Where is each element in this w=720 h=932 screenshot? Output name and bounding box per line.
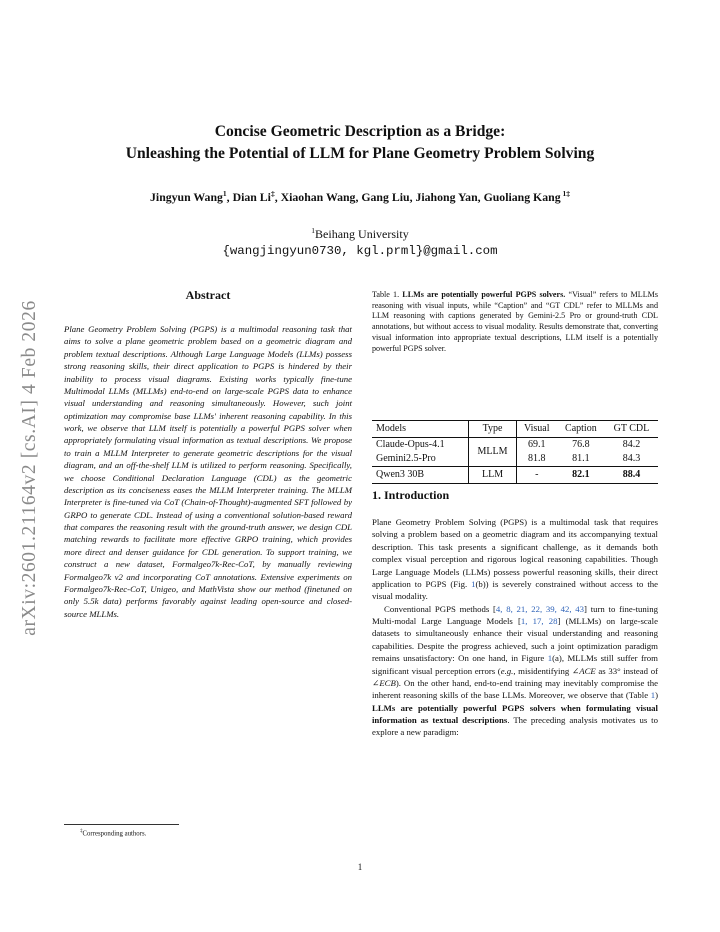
- author-list: [60, 189, 660, 205]
- affiliation-name: $^1$Beihang University: [311, 226, 409, 241]
- title-line-2: Unleashing the Potential of LLM for Plane Geometry Problem Solving: [125, 145, 595, 162]
- citation-links[interactable]: 1, 17, 28: [520, 616, 558, 626]
- author-emails: {wangjingyun0730, kgl.prml}@gmail.com: [222, 244, 498, 258]
- introduction-text: [372, 516, 658, 739]
- footnote-divider: [64, 824, 179, 825]
- abstract-text: Plane Geometry Problem Solving (PGPS) is a multimodal reasoning task that aims to solve a plane geometric problem based on a geometric diagram and problem textual descriptions. Although Large Language Models (LLMs) possess strong reasoning skills, their direct application to PGPS is hindered by their inability to process visual diagrams. Existing works typically fine-tune Multimodal LLMs (MLLMs) end-to-end on large-scale PGPS data to enhance visual understanding and reasoning simultaneously. However, such joint optimization may compromise base LLMs' inherent reasoning capability. In this work, we observe that LLM itself is potentially a powerful PGPS solver when appropriately formulating visual information as textual descriptions. We propose to train a MLLM Interpreter to generate geometric descriptions for the visual diagram, and an off-the-shelf LLM is utilized to perform reasoning. Specifically, we choose Conditional Declaration Language (CDL) as the geometric description as its conciseness eases the MLLM Interpreter training. The MLLM Interpreter is fine-tuned via CoT (Chain-of-Thought)-augmented SFT followed by GRPO to generate CDL. Instead of using a conventional solution-based reward that compares the reasoning result with the ground-truth answer, we design CDL matching rewards to facilitate more effective GRPO training, which provides more direct and denser guidance for CDL generation. To support training, we construct a new dataset, Formalgeo7k-Rec-CoT, by manually reviewing Formalgeo7k v2 and incorporating CoT annotations. Extensive experiments on Formalgeo7k-Rec-CoT, Unigeo, and MathVista show our method (finetuned on only 5.5k data) performs favorably against leading open-source and closed-source MLLMs.: [64, 324, 352, 619]
- table-row: Qwen3 30B LLM - 82.1 88.4: [372, 467, 658, 484]
- arxiv-identifier-stamp: arXiv:2601.21164v2 [cs.AI] 4 Feb 2026: [19, 299, 41, 636]
- section-heading-introduction: 1. Introduction: [372, 488, 450, 502]
- type-cell-mllm: MLLM: [469, 438, 516, 467]
- col-header-gt-cdl: GT CDL: [605, 421, 658, 438]
- col-header-type: Type: [469, 421, 516, 438]
- author: Jiahong Yan,: [415, 189, 484, 204]
- author: Jingyun Wang$^1$,: [150, 189, 233, 204]
- table-row: Gemini2.5-Pro 81.8 81.1 84.3: [372, 452, 658, 467]
- affiliation: [60, 222, 660, 260]
- author: Gang Liu,: [361, 189, 416, 204]
- intro-paragraph-1: Plane Geometry Problem Solving (PGPS) is a multimodal task that requires solving a problem based on a geometric diagram and its accompanying textual description. This task presents a significant challenge, as it demands both complex visual perception and rigorous logical reasoning capabilities. Though Large Language Models (LLMs) possess powerful reasoning skills, their direct application to PGPS (Fig. 1(b)) is severely constrained without access to the visual modality.: [372, 517, 659, 602]
- page-number: 1: [357, 862, 363, 872]
- table-row: Claude-Opus-4.1 MLLM 69.1 76.8 84.2: [372, 438, 658, 453]
- col-header-visual: Visual: [516, 421, 557, 438]
- citation-links[interactable]: 4, 8, 21, 22, 39, 42, 43: [495, 603, 585, 614]
- col-header-models: Models: [372, 421, 469, 438]
- table-reference-link[interactable]: 1: [650, 690, 656, 701]
- table-caption: Table 1. LLMs are potentially powerful PGPS solvers. “Visual” refers to MLLMs reasoning with visual inputs, while “Caption” and “GT CDL” refer to MLLMs and LLM reasoning with captions generated by Gemini-2.5 Pro or ground-truth CDL annotations, but without access to visual modality. Results demonstrate that, converting visual information into appropriate textual descriptions, LLM itself is a potentially powerful PGPS solver.: [372, 290, 658, 353]
- author: Guoliang Kang $^{1\ddagger}$: [483, 189, 570, 204]
- results-table: [372, 420, 658, 484]
- col-header-caption: Caption: [557, 421, 605, 438]
- author: Dian Li‡,: [232, 189, 281, 204]
- paper-title: [60, 121, 660, 165]
- footnote: ‡Corresponding authors.: [80, 829, 147, 838]
- table-header-row: [372, 421, 658, 438]
- intro-paragraph-2: Conventional PGPS methods [4, 8, 21, 22, 39, 42, 43] turn to fine-tuning Multi-modal Large Language Models [1, 17, 28] (MLLMs) on large-scale datasets to simultaneously enhance their visual understanding and reasoning capabilities. Despite the progress achieved, such a joint optimization paradigm remains unsatisfactory: On one hand, in Figure 1(a), MLLMs still suffer from significant visual perception errors (e.g., misidentifying ∠ACE as 33° instead of ∠ECB). On the other hand, end-to-end training may inevitably compromise the inherent reasoning skills of the base LLMs. Moreover, we observe that (Table 1) LLMs are potentially powerful PGPS solvers when formulating visual information as textual descriptions. The preceding analysis motivates us to explore a new paradigm:: [372, 603, 658, 738]
- abstract-heading: Abstract: [185, 288, 231, 302]
- figure-reference-link[interactable]: 1: [471, 578, 476, 589]
- title-line-1: Concise Geometric Description as a Bridge:: [214, 123, 506, 140]
- figure-reference-link[interactable]: 1: [547, 653, 553, 664]
- author: Xiaohan Wang,: [280, 189, 362, 204]
